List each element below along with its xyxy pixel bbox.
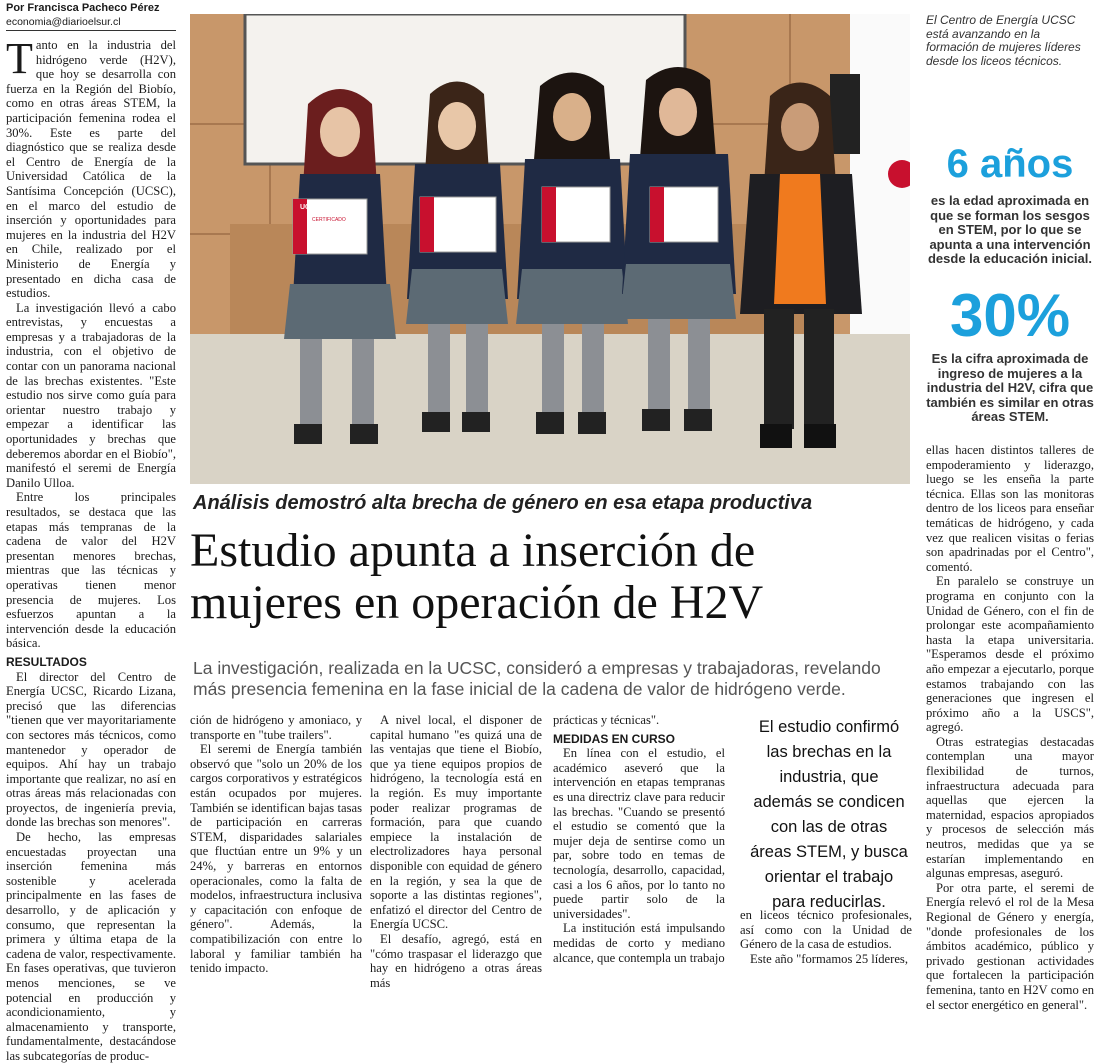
headline-line-2: mujeres en operación de H2V: [190, 576, 764, 629]
diploma-brand: UCSC: [300, 204, 320, 211]
deck: La investigación, realizada en la UCSC, consideró a empresas y trabajadoras, revelando más presencia femenina en la fase inicial de la cadena de valor de hidrógeno verde.: [193, 658, 881, 699]
stat-text-percent: Es la cifra aproximada de ingreso de mujeres a la industria del H2V, cifra que también es similar en otras áreas STEM.: [926, 351, 1094, 424]
stat-value-percent: 30%: [949, 282, 1071, 349]
byline-author: Por Francisca Pacheco Pérez: [6, 2, 160, 14]
paragraph: ellas hacen distintos talleres de empoderamiento y liderazgo, luego se les enseña la parte técnica. Ellas son las monitoras dentro de los liceos para enseñar temáticas de hidrógeno, y cada vez que realicen visitas o ferias son apadrinadas por el Centro", comentó.: [926, 443, 1094, 574]
paragraph: ción de hidrógeno y amoniaco, y transporte en "tube trailers".: [190, 713, 362, 742]
stat-text-years: es la edad aproximada en que se forman los sesgos en STEM, por lo que se apunta a una intervención desde la educación inicial.: [927, 193, 1092, 266]
article-column-5: [740, 908, 912, 966]
paragraph: Este año "formamos 25 líderes,: [750, 951, 908, 966]
photo-caption: El Centro de Energía UCSC está avanzando en la formación de mujeres líderes desde los liceos técnicos.: [926, 13, 1081, 68]
paragraph: El seremi de Energía también observó que "solo un 20% de los cargos corporativos y estratégicos están ocupados por mujeres. También se identifican bajas tasas de participación en carreras STEM, disparidades salariales que fluctúan entre un 9% y un 24%, y barreras en entornos operacionales, como la falta de modelos, infraestructura inclusiva y capacitación con enfoque de género". Además, la compatibilización con entre lo laboral y familiar también ha tenido impacto.: [190, 742, 362, 976]
paragraph: El desafío, agregó, está en "cómo traspasar el liderazgo que hay en hidrógeno a otras áreas más: [370, 931, 542, 990]
section-subhead: RESULTADOS: [6, 654, 87, 669]
article-photo: [190, 14, 910, 484]
section-subhead: MEDIDAS EN CURSO: [553, 731, 676, 746]
paragraph: en liceos técnico profesionales, así como con la Unidad de Género de la casa de estudios.: [740, 908, 912, 952]
article-column-4: [553, 713, 725, 965]
paragraph: Otras estrategias destacadas contemplan una mayor flexibilidad de turnos, infraestructura adecuada para aquellas que ejercen la maternidad, espacios apropiados y procesos de selección más neutros, medidas que ya se estarían implementando en algunas empresas, aseguró.: [926, 734, 1094, 881]
paragraph: En línea con el estudio, el académico aseveró que la intervención en etapas tempranas es una directriz clave para reducir las brechas. "Cuando se presentó el estudio se comentó que la mujer deja de sentirse como un par, sobre todo en temas de tecnología, desarrollo, capacidad, casi a los 6 años, por lo tanto no puede partir solo de la universidades".: [553, 746, 725, 921]
paragraph: Entre los principales resultados, se destaca que las etapas más tempranas de la cadena de valor del H2V presentan menores brechas, mientras que las técnicas y operativas tienen menor presencia de mujeres. Los esfuerzos apuntan a la intervención desde la educación básica.: [6, 490, 176, 651]
paragraph: De hecho, las empresas encuestadas proyectan una inserción femenina más sostenible y acelerada principalmente en las fases de desarrollo, y de aplicación y consumo, que representan la primera y última etapa de la cadena de valor, respectivamente. En fases operativas, que tuvieron menos menciones, se ve potencial en producción y acondicionamiento, y almacenamiento y transporte, fundamentalmente, destacándose las subcategorías de produc-: [6, 830, 176, 1063]
article-column-1: [6, 34, 176, 1064]
paragraph: En paralelo se construye un programa en conjunto con la Unidad de Género, con el fin de prolongar este acompañamiento hasta la etapa universitaria. "Esperamos desde el próximo año empezar a ejecutarlo, porque estamos trabajando con las generaciones que ingresen el próximo año a la USCS", agregó.: [926, 574, 1094, 735]
article-column-3: [370, 713, 542, 990]
lead-paragraph: Tanto en la industria del hidrógeno verde (H2V), que hoy se desarrolla con fuerza en la Región del Biobío, como en otras áreas STEM, la participación femenina rodea el 30%. Este es parte del diagnóstico que se realiza desde el Centro de Energía de la Universidad Católica de la Santísima Concepción (UCSC), en el marco del estudio de inserción y oportunidades para mujeres en la industria del H2V en Chile, realizado por el Ministerio de Energía y presentado en dicha casa de estudios.: [6, 34, 176, 301]
stat-value-years: 6 años: [946, 142, 1074, 186]
article-column-2: [190, 713, 362, 976]
byline-email: economia@diarioelsur.cl: [6, 16, 176, 31]
paragraph: Por otra parte, el seremi de Energía relevó el rol de la Mesa Regional de Género y energía, "donde profesionales de los ámbitos académico, público y privado gestionan actividades que fortalecen la participación femenina, tanto en H2V como en el sector energético en general".: [926, 880, 1094, 1012]
headline-line-1: Estudio apunta a inserción de: [190, 524, 756, 577]
paragraph: prácticas y técnicas".: [553, 713, 660, 727]
drop-cap: T: [6, 34, 33, 83]
paragraph: La investigación llevó a cabo entrevistas, y encuestas a empresas y a trabajadoras de la industria, con el objetivo de contar con un panorama nacional de las brechas existentes. "Este estudio nos sirve como guía para orientar nuestro trabajo y empezar a identificar las oportunidades y brechas que deberemos abordar en el Biobío", manifestó el seremi de Energía Danilo Ulloa.: [6, 300, 176, 490]
pull-quote: El estudio confirmó las brechas en la industria, que además se condicen con las de otras áreas STEM, y busca orientar el trabajo para reducirlas.: [750, 718, 908, 911]
paragraph: El director del Centro de Energía UCSC, Ricardo Lizana, precisó que las diferencias "tienen que ver mayoritariamente con sectores más técnicos, como mantenedor y operador de equipos. Ahí hay un trabajo importante que realizar, no así en otras áreas más relacionadas con proyectos, de ingeniería previa, donde las brechas son menores".: [6, 669, 176, 830]
kicker: Análisis demostró alta brecha de género en esa etapa productiva: [193, 492, 813, 514]
diploma-title: CERTIFICADO: [312, 217, 346, 223]
paragraph: La institución está impulsando medidas de corto y mediano alcance, que contempla un trabajo: [553, 921, 725, 965]
paragraph: A nivel local, el disponer de capital humano "es quizá una de las ventajas que tiene el Biobío, que ya tiene equipos propios de hidrógeno, la tecnología está en la región. Es muy importante poder realizar programas de formación, para que cuando empiece la instalación de electrolizadores haya personal disponible con equidad de género en la región, y sea la que de soporte a las distintas regiones", enfatizó el director del Centro de Energía UCSC.: [370, 713, 542, 932]
article-column-6: [926, 443, 1094, 1012]
headline: [190, 525, 910, 629]
